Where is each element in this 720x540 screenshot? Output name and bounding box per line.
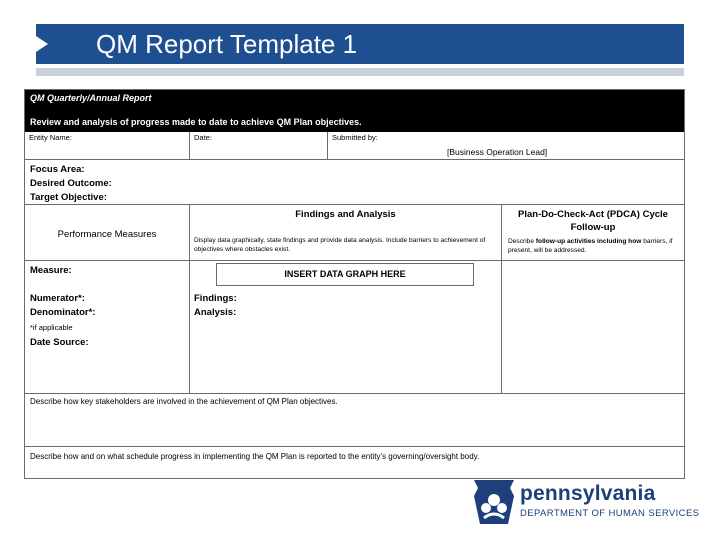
pdca-description	[508, 238, 680, 255]
pdca-content-cell[interactable]	[502, 261, 684, 394]
banner-divider	[36, 68, 684, 76]
findings-analysis-description: Display data graphically, state findings and provide data analysis. Include barriers to achievement of objectives where obstacles exist.	[194, 237, 486, 253]
pdca-cell	[502, 205, 684, 261]
denominator-label: Denominator*:	[30, 307, 96, 318]
arrow-icon	[36, 36, 48, 52]
if-applicable-note: *if applicable	[30, 323, 73, 332]
logo-department: DEPARTMENT OF HUMAN SERVICES	[520, 508, 700, 519]
findings-analysis-title: Findings and Analysis	[295, 209, 396, 220]
data-graph-placeholder-label: INSERT DATA GRAPH HERE	[284, 269, 406, 279]
submitted-by-label: Submitted by:	[332, 133, 378, 142]
stakeholders-cell[interactable]	[25, 394, 684, 447]
numerator-label: Numerator*:	[30, 293, 85, 304]
title-banner	[36, 24, 684, 64]
logo-wordmark: pennsylvania	[520, 482, 656, 505]
report-form	[24, 89, 685, 479]
findings-label: Findings:	[194, 293, 237, 304]
analysis-label: Analysis:	[194, 307, 237, 318]
submitted-by-value: [Business Operation Lead]	[447, 147, 548, 157]
pdca-description-suffix: barriers, if present, will be addressed.	[508, 238, 673, 254]
data-graph-placeholder[interactable]	[216, 263, 474, 286]
date-source-label: Date Source:	[30, 337, 89, 348]
desired-outcome-label: Desired Outcome:	[30, 178, 112, 189]
pennsylvania-dhs-logo	[470, 476, 700, 526]
schedule-cell[interactable]	[25, 447, 684, 478]
performance-measures-cell	[25, 205, 190, 261]
findings-analysis-cell	[190, 205, 502, 261]
performance-measures-label: Performance Measures	[57, 229, 157, 240]
report-header-subtitle: Review and analysis of progress made to date to achieve QM Plan objectives.	[30, 117, 362, 127]
entity-name-label: Entity Name:	[29, 133, 72, 142]
focus-area-label: Focus Area:	[30, 164, 85, 175]
pdca-description-prefix: Describe	[508, 238, 536, 245]
date-cell[interactable]	[190, 132, 328, 160]
pdca-description-bold: follow-up activities including how	[535, 238, 642, 245]
target-objective-label: Target Objective:	[30, 192, 107, 203]
measure-details-cell[interactable]	[25, 261, 190, 394]
keystone-logo-icon	[472, 478, 516, 526]
focus-area-cell[interactable]	[25, 160, 684, 205]
report-header-title: QM Quarterly/Annual Report	[30, 93, 152, 103]
pdca-title: Plan-Do-Check-Act (PDCA) Cycle Follow-up	[518, 209, 668, 233]
findings-content-cell[interactable]	[190, 261, 502, 394]
date-label: Date:	[194, 133, 212, 142]
stakeholders-prompt: Describe how key stakeholders are involved in the achievement of QM Plan objectives.	[30, 397, 338, 406]
slide-title: QM Report Template 1	[96, 29, 358, 59]
schedule-prompt: Describe how and on what schedule progress in implementing the QM Plan is reported to the entity’s governing/oversight body.	[30, 452, 480, 461]
measure-label: Measure:	[30, 265, 72, 276]
submitted-by-cell[interactable]	[328, 132, 684, 160]
report-header	[25, 90, 684, 132]
entity-name-cell[interactable]	[25, 132, 190, 160]
